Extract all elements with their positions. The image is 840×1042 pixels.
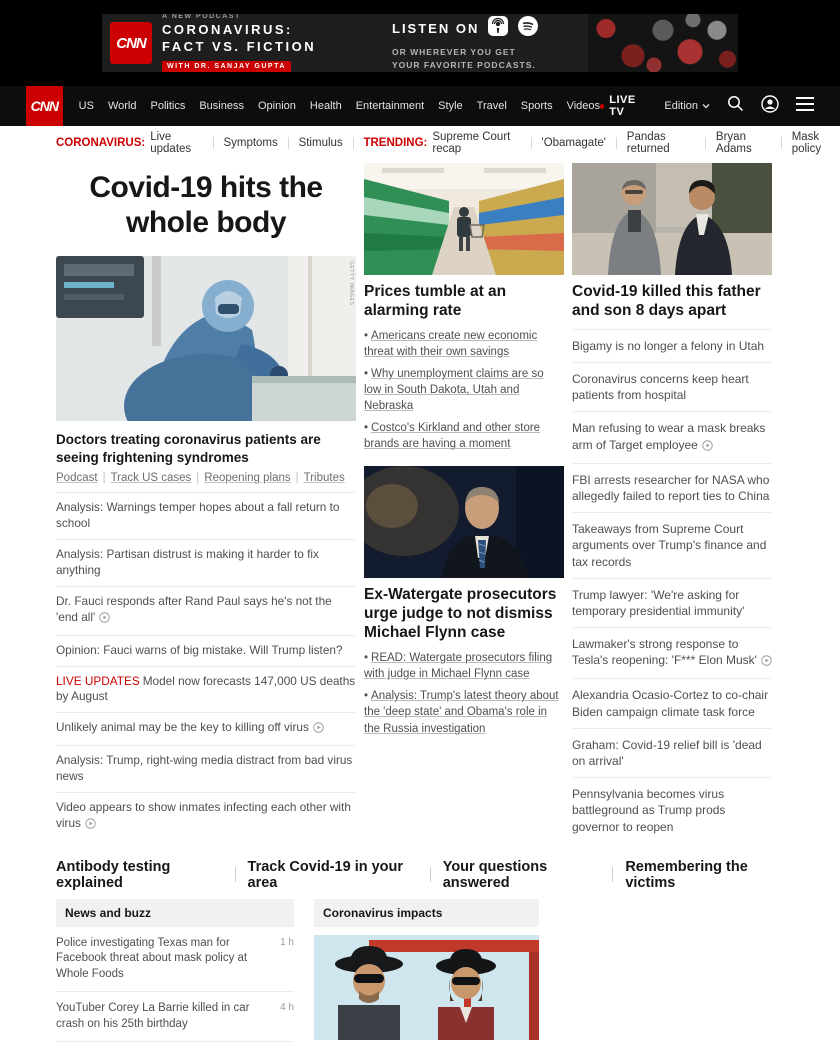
supermarket-image <box>364 163 564 275</box>
live-dot-icon <box>600 104 604 109</box>
buzz-story-link[interactable]: YouTuber Corey La Barrie killed in car crash on his 25th birthday 4 h <box>56 992 294 1042</box>
feature-link-remembering-victims[interactable]: Remembering the victims <box>625 858 748 891</box>
bullet-link[interactable]: • Why unemployment claims are so low in South Dakota, Utah and Nebraska <box>364 368 544 413</box>
middle-column <box>364 163 564 843</box>
play-video-icon <box>85 818 96 834</box>
story-link[interactable]: Analysis: Warnings temper hopes about a fall return to school <box>56 492 356 539</box>
lead-headline[interactable]: Covid-19 hits the whole body <box>89 171 323 239</box>
ticker-link-pandas[interactable]: Pandas returned <box>626 130 670 155</box>
podcast-ad-banner[interactable] <box>102 14 738 72</box>
bullet-link[interactable]: • Analysis: Trump's latest theory about the 'deep state' and Obama's role in the Russia investigation <box>364 690 559 735</box>
apple-podcasts-icon <box>487 15 509 42</box>
story-link[interactable]: FBI arrests researcher for NASA who allegedly failed to report ties to China <box>572 463 772 512</box>
ticker-link-symptoms[interactable]: Symptoms <box>223 136 278 149</box>
news-ticker <box>0 126 840 159</box>
ticker-separator <box>353 137 354 149</box>
menu-button[interactable] <box>796 97 814 116</box>
nav-item-us[interactable]: US <box>78 100 94 112</box>
coronavirus-ticker-label: CORONAVIRUS: <box>56 136 146 149</box>
nav-item-business[interactable]: Business <box>199 100 244 112</box>
nav-item-style[interactable]: Style <box>438 100 463 112</box>
ad-title-line1: CORONAVIRUS: <box>162 22 293 38</box>
nav-item-world[interactable]: World <box>107 100 137 112</box>
cnn-logo-ad: CNN <box>110 22 152 64</box>
nav-item-travel[interactable]: Travel <box>476 100 507 112</box>
play-video-icon <box>99 612 110 628</box>
story-link[interactable]: Pennsylvania becomes virus battleground as Trump prods governor to reopen <box>572 777 772 843</box>
story-link[interactable]: Trump lawyer: 'We're asking for temporary presidential immunity' <box>572 578 772 627</box>
feature-separator <box>235 867 236 882</box>
story-link[interactable]: Lawmaker's strong response to Tesla's reopening: 'F*** Elon Musk' <box>572 627 772 678</box>
flynn-story-bullets <box>364 650 564 736</box>
story-link[interactable]: Graham: Covid-19 relief bill is 'dead on arrival' <box>572 728 772 777</box>
ad-tagline-line2: YOUR FAVORITE PODCASTS. <box>392 59 536 70</box>
sub-link-separator: | <box>196 472 200 485</box>
cnn-logo-nav[interactable]: CNN <box>26 86 63 126</box>
prices-story-headline[interactable]: Prices tumble at an alarming rate <box>364 283 507 319</box>
nav-item-sports[interactable]: Sports <box>520 100 553 112</box>
main-nav <box>0 86 840 126</box>
sub-link-separator: | <box>295 472 299 485</box>
ad-tagline-line1: OR WHEREVER YOU GET <box>392 46 516 57</box>
nav-item-politics[interactable]: Politics <box>150 100 186 112</box>
coronavirus-impacts-image-link[interactable] <box>314 935 539 1040</box>
story-link[interactable]: Analysis: Partisan distrust is making it harder to fix anything <box>56 539 356 586</box>
spotify-icon <box>517 15 539 42</box>
ticker-separator <box>616 137 617 149</box>
nav-item-health[interactable]: Health <box>309 100 342 112</box>
ad-kicker: A NEW PODCAST <box>162 14 241 21</box>
hero-image-doctor-ppe <box>56 256 356 421</box>
father-son-story-image-link[interactable] <box>572 163 772 275</box>
ticker-link-mask-policy[interactable]: Mask policy <box>791 130 822 155</box>
ticker-separator <box>213 137 214 149</box>
play-video-icon <box>313 722 324 738</box>
search-icon <box>727 95 744 112</box>
lead-story-list <box>56 492 356 841</box>
virus-collage-image <box>588 14 738 72</box>
bullet-link[interactable]: • READ: Watergate prosecutors filing with judge in Michael Flynn case <box>364 652 553 681</box>
bullet-link[interactable]: • Costco's Kirkland and other store brands are having a moment <box>364 422 541 451</box>
sub-link-podcast[interactable]: Podcast <box>56 472 98 485</box>
story-link-live-updates[interactable]: LIVE UPDATES Model now forecasts 147,000 US deaths by August <box>56 666 356 713</box>
supermarket-story-image-link[interactable] <box>364 163 564 275</box>
chevron-down-icon <box>702 103 710 109</box>
edition-dropdown[interactable]: Edition <box>664 100 710 112</box>
ad-listen-on-label: LISTEN ON <box>392 20 480 36</box>
ticker-separator <box>781 137 782 149</box>
search-button[interactable] <box>727 95 744 117</box>
ticker-link-obamagate[interactable]: 'Obamagate' <box>541 136 606 149</box>
prices-story-bullets <box>364 328 564 453</box>
account-icon <box>761 95 779 113</box>
bullet-link[interactable]: • Americans create new economic threat with their own savings <box>364 329 538 358</box>
feature-link-track-covid[interactable]: Track Covid-19 in your area <box>247 858 404 891</box>
ticker-link-bryan-adams[interactable]: Bryan Adams <box>715 130 752 155</box>
right-column <box>572 163 772 843</box>
story-link[interactable]: Man refusing to wear a mask breaks arm of Target employee <box>572 411 772 462</box>
account-button[interactable] <box>761 95 779 118</box>
story-link[interactable]: Analysis: Trump, right-wing media distract from bad virus news <box>56 745 356 792</box>
ad-byline: WITH DR. SANJAY GUPTA <box>162 61 291 72</box>
timestamp: 4 h <box>280 1002 294 1014</box>
father-son-story-headline[interactable]: Covid-19 killed this father and son 8 days apart <box>572 283 761 319</box>
story-link[interactable]: Opinion: Fauci warns of big mistake. Will Trump listen? <box>56 635 356 666</box>
father-and-son-image <box>572 163 772 275</box>
story-link[interactable]: Unlikely animal may be the key to killing off virus <box>56 712 356 745</box>
lead-story-link[interactable] <box>56 256 356 421</box>
feature-links-bar <box>56 859 784 891</box>
sub-link-track-us-cases[interactable]: Track US cases <box>110 472 192 485</box>
hamburger-menu-icon <box>796 97 814 111</box>
timestamp: 1 h <box>280 936 294 948</box>
lead-sub-links <box>56 472 356 484</box>
coronavirus-impacts-section <box>314 899 539 1042</box>
photo-credit: GETTY IMAGES <box>348 261 354 306</box>
ticker-separator <box>705 137 706 149</box>
feature-separator <box>430 867 431 882</box>
nav-item-opinion[interactable]: Opinion <box>257 100 296 112</box>
coronavirus-impacts-image <box>314 935 539 1040</box>
ad-title-line2: FACT VS. FICTION <box>162 38 317 54</box>
story-link[interactable]: Coronavirus concerns keep heart patients from hospital <box>572 362 772 411</box>
feature-separator <box>612 867 613 882</box>
feature-link-questions-answered[interactable]: Your questions answered <box>442 858 548 891</box>
top-ad-strip <box>0 0 840 86</box>
coronavirus-impacts-header: Coronavirus impacts <box>314 899 539 927</box>
story-link[interactable]: Alexandria Ocasio-Cortez to co-chair Biden campaign climate task force <box>572 678 772 727</box>
trending-ticker-label: TRENDING: <box>363 136 428 149</box>
story-link[interactable]: Video appears to show inmates infecting each other with virus <box>56 792 356 841</box>
ticker-link-live-updates[interactable]: Live updates <box>150 130 192 155</box>
ticker-link-supreme-court[interactable]: Supreme Court recap <box>432 130 511 155</box>
ticker-separator <box>288 137 289 149</box>
play-video-icon <box>761 654 772 670</box>
story-link[interactable]: Bigamy is no longer a felony in Utah <box>572 329 772 362</box>
lead-story-title[interactable]: Doctors treating coronavirus patients are seeing frightening syndromes <box>56 432 321 465</box>
story-link[interactable]: Dr. Fauci responds after Rand Paul says he's not the 'end all' <box>56 586 356 635</box>
nav-item-videos[interactable]: Videos <box>566 100 601 112</box>
news-and-buzz-header: News and buzz <box>56 899 294 927</box>
play-video-icon <box>702 439 713 455</box>
right-story-list <box>572 329 772 843</box>
ticker-separator <box>531 137 532 149</box>
buzz-story-link[interactable]: Police investigating Texas man for Facebook threat about mask policy at Whole Foods 1 h <box>56 927 294 993</box>
flynn-story-headline[interactable]: Ex-Watergate prosecutors urge judge to not dismiss Michael Flynn case <box>364 586 557 642</box>
ticker-link-stimulus[interactable]: Stimulus <box>298 136 343 149</box>
flynn-story-image-link[interactable] <box>364 466 564 578</box>
feature-link-antibody-testing[interactable]: Antibody testing explained <box>56 858 171 891</box>
sub-link-reopening-plans[interactable]: Reopening plans <box>204 472 291 485</box>
sub-link-tributes[interactable]: Tributes <box>303 472 345 485</box>
story-link[interactable]: Takeaways from Supreme Court arguments over Trump's finance and tax records <box>572 512 772 578</box>
sub-link-separator: | <box>102 472 106 485</box>
news-and-buzz-section <box>56 899 294 1042</box>
lead-column <box>56 163 356 843</box>
michael-flynn-image <box>364 466 564 578</box>
live-tv-button[interactable]: LIVE TV <box>600 94 647 118</box>
nav-item-entertainment[interactable]: Entertainment <box>355 100 425 112</box>
